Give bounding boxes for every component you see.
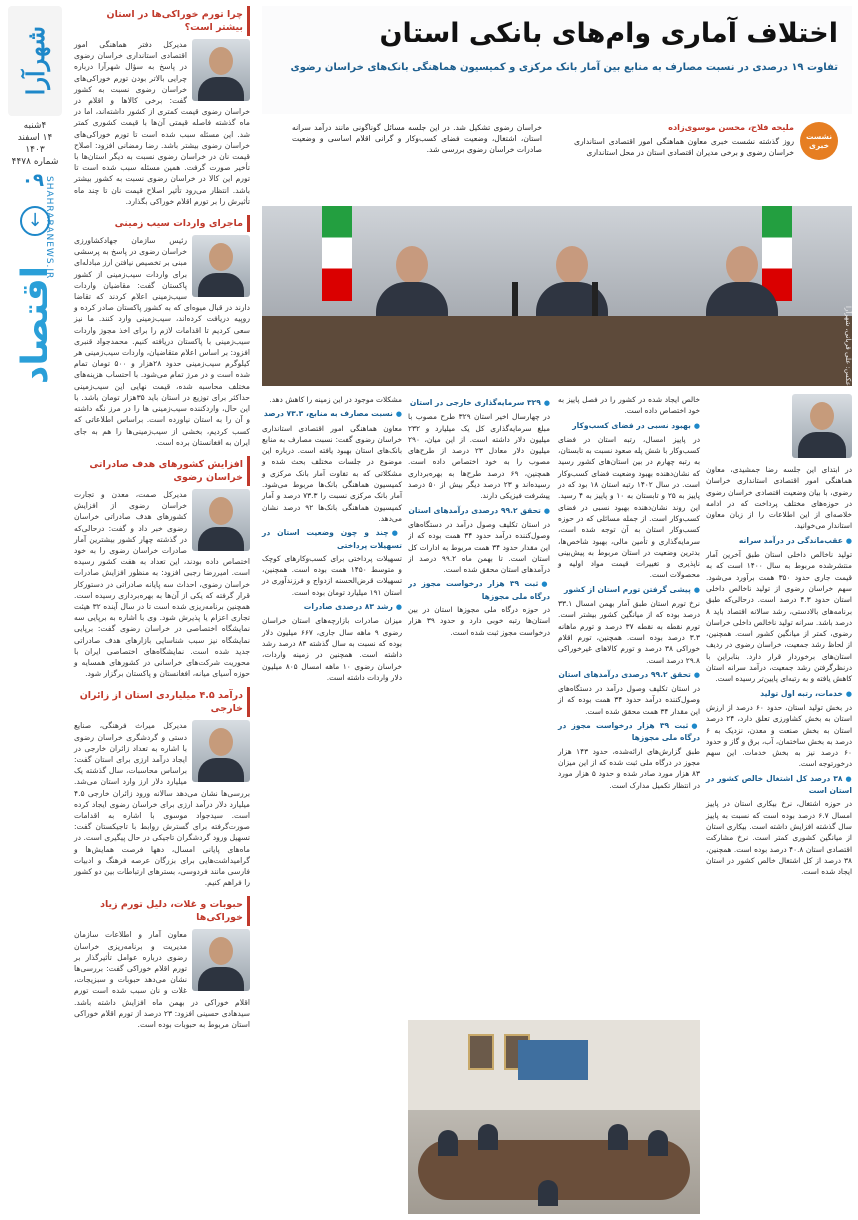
- conference-table: [262, 316, 852, 386]
- column-text: نرخ تورم استان طبق آمار بهمن امسال ۳۳.۱ درصد بوده که از میانگین کشور بیشتر است. تورم نقطه به نقطه ۳۷ درصد و تورم ماهانه ۳.۳ درصد بوده است. همچنین، تورم اقلام خوراکی ۳۸ درصد و تورم کالاهای غیرخوراکی ۲۹.۸ درصد است.: [558, 599, 700, 665]
- person: [538, 1180, 558, 1206]
- column-text: در بخش تولید استان، حدود ۶۰ درصد از ارزش استان به بخش کشاورزی تعلق دارد، ۲۴ درصد استان به بخش صنعت و معدن، نزدیک به ۶ درصد به بخش ساختمان، آب، برق و گاز و حدود ۶۰ درصد نیز به بخش خدمات. این سهم درخورتوجه است.: [706, 702, 852, 769]
- column-text: در استان تکلیف وصول درآمد در دستگاه‌های وصول‌کننده درآمد حدود ۳۴ همت بوده که از این مقدار حدود ۳۴ همت مربوط به ادارات کل استان است. تا بهمن ماه ۹۹.۲ درصد از درآمدهای استان محقق شده است.: [408, 519, 550, 575]
- portrait-photo: [792, 394, 852, 458]
- masthead: [0, 0, 70, 1220]
- lead-text-a: روز گذشته نشست خبری معاون هماهنگی امور اقتصادی استانداری خراسان رضوی و برخی مدیران اقتصادی استان در محل استانداری: [574, 137, 794, 157]
- issue-date: [10, 120, 60, 168]
- column-text: میزان صادرات بازارچه‌های استان خراسان رضوی ۹ ماهه سال جاری، ۶۶۷ میلیون دلار بوده که نسبت به سال گذشته ۸۳ درصد رشد داشته است. همچنین در زمینه واردات، خراسان رضوی ۱۰ ماهه امسال ۸۰۵ میلیون دلار واردات داشته است.: [262, 616, 403, 682]
- column-subhead: ● ۳۲۹ سرمایه‌گذاری خارجی در استان: [408, 397, 550, 409]
- meeting-room-photo: [408, 1020, 700, 1214]
- column-text: مشکلات موجود در این زمینه را کاهش دهد.: [269, 395, 402, 404]
- column-subhead: ● ثبت ۳۹ هزار درخواست مجوز در درگاه ملی مجوزها: [558, 720, 700, 744]
- microphone-icon: [592, 282, 598, 316]
- column-text: در ابتدای این جلسه رضا جمشیدی، معاون هماهنگی امور اقتصادی استانداری خراسان رضوی، با بیان وضعیت اقتصادی خراسان رضوی در حوزه‌های مختلف پرداخت که در ادامه خلاصه‌ای از این اطلاعات را از زبان معاون استاندار می‌خوانید.: [706, 465, 852, 531]
- brief-pilgrim-income: [74, 687, 250, 888]
- inset-portrait: [706, 394, 852, 460]
- column-2: [558, 394, 700, 793]
- column-3: [408, 394, 550, 1014]
- portrait-frame: [468, 1034, 494, 1070]
- column-4: [262, 394, 402, 685]
- column-subhead: ● ۳۸ درصد کل اشتغال خالص کشور در استان است: [706, 773, 852, 797]
- brief-title: چرا تورم خوراکی‌ها در استان بیشتر است؟: [74, 6, 250, 36]
- column-subhead: ● پیشی گرفتن تورم استان از کشور: [558, 584, 700, 596]
- meeting-photo: [262, 206, 852, 386]
- side-briefs: [74, 6, 250, 1216]
- column-text: در پاییز امسال، رتبه استان در فضای کسب‌وکار با شش پله صعود نسبت به تابستان، به رتبه چهارم در بین استان‌های کشور رسید که نشان‌دهنده بهبود وضعیت فضای کسب‌وکار است. در سال ۱۴۰۲ رتبه استان ۱۸ بود که در پاییز به ۲۵ و تابستان به ۱۰ و پاییز به ۴ رسید. این روند نشان‌دهنده بهبود نسبی در فضای کسب‌وکار است. از جمله مسائلی که در حوزه کسب‌وکار استان به آن توجه شده است، سرمایه‌گذاری و تأمین مالی، بهبود شاخص‌ها، بدترین وضعیت در استان مربوط به پیش‌بینی ناپذیری و تغییرات قیمت مواد اولیه و محصولات است.: [558, 434, 700, 580]
- brief-title: ماجرای واردات سیب زمینی: [74, 215, 250, 232]
- brief-text: رئیس سازمان جهادکشاورزی خراسان رضوی در پاسخ به پرسشی مبنی بر تخصیص نیافتن ارز مبادله‌ای برای واردات سیب‌زمینی از کشور پاکستان گفت: مقاضیان واردات سیب‌زمینی اعلام کردند که تقاضا دارند در قبال میوه‌ای که به کشور پاکستان صادر کرده و روپیه دریافت کرده‌اند، سیب‌زمینی وارد کنند. ما نیز سعی کردیم تا اقدامات لازم را برای اخذ مجوز واردات سیب‌زمینی با پاکستان دریافته کنیم. محمدجواد قنبری افزود: بر اساس اعلام متقاضیان، واردات سیب‌زمینی هر کیلوگرم سیب‌زمینی حدود ۲۸هزار و ۵۰۰ تومان تمام شده است و در مرز تمام می‌شود. با احتساب هزینه‌های مختلف محاسبه شده، قیمت نهایی این سیب‌زمینی حداکثر برای توزیع در استان باید ۳۵هزار تومان باشد. با این حال، واردکننده سیب‌زمینی ها را در مرز نگه داشته و آن را به استان نیاورده است. براساس اطلاعاتی که کسب کردیم، بخشی از سیب‌زمینی‌ها را هم به جای ایران به افغانستان برده است.: [74, 236, 250, 447]
- column-text: در استان تکلیف وصول درآمد در دستگاه‌های وصول‌کننده درآمد حدود ۳۴ همت بوده که از این مقدار ۳۴ همت محقق شده است.: [558, 684, 701, 716]
- brief-text: مدیرکل میراث فرهنگی، صنایع دستی و گردشگری خراسان رضوی با اشاره به تعداد زائران خارجی در ایجاد درآمد ارزی برای استان گفت: براساس محاسبات، سال گذشته یک میلیارد دلار ارز وارد استان می‌شد. بررسی‌ها نشان می‌دهد سالانه ورود زائران خارجی ۴.۵ میلیارد دلار درآمد ارزی برای خراسان رضوی ایجاد کرده است. سیدجواد موسوی با اشاره به اقدامات صورت‌گرفته برای گسترش روابط با تاجیکستان گفت: تسهیل ورود گردشگران تاجیکی در حال پیگیری است. در ماه‌های پایانی امسال، دهها فرصت همایش‌ها و گرامیداشت‌هایی برای بزرگان عرصه فرهنگ و ادبیات فارسی مانند فردوسی، بسترهای ارتباطات بین دو کشور را فراهم کنیم.: [74, 721, 250, 888]
- brief-export-countries: [74, 456, 250, 679]
- lead-story: [262, 6, 852, 386]
- display-screen: [518, 1040, 588, 1080]
- person: [648, 1130, 668, 1156]
- column-subhead: ● چند و چون وضعیت استان در تسهیلات پرداختی: [262, 527, 402, 551]
- brief-title: درآمد ۴.۵ میلیاردی استان از زائران خارجی: [74, 687, 250, 717]
- section-title: اقتصاد: [14, 265, 56, 385]
- person: [478, 1124, 498, 1150]
- website-url[interactable]: SHAHRARANEWS.IR: [44, 176, 54, 280]
- person: [438, 1130, 458, 1156]
- brief-food-inflation: [74, 6, 250, 207]
- issue-number: شماره ۴۴۷۸: [11, 157, 59, 167]
- microphone-icon: [512, 282, 518, 316]
- lead-text-b: خراسان رضوی تشکیل شد. در این جلسه مسائل گوناگونی مانند درآمد سرانه استان، اشتغال، وضعیت فضای کسب‌وکار و گرانی اقلام اساسی و وضعیت صادرات خراسان رضوی بررسی شد.: [292, 123, 542, 154]
- column-text: خالص ایجاد شده در کشور را در فصل پاییز به خود اختصاص داده است.: [558, 395, 700, 416]
- brief-text: مدیرکل صمت، معدن و تجارت خراسان رضوی از افزایش کشورهای هدف صادراتی خراسان رضوی خبر داد و گفت: درحالی‌که در گذشته چهار کشور بیشترین آمار صادرات خراسان رضوی را به خود اختصاص داده بودند، این تعداد به هفت کشور رسیده است. امیررضا رجبی افزود: به منظور افزایش صادرات خراسان رضوی، احداث سه پایانه صادراتی در دستورکار قرار گرفته که یکی از آن‌ها به بهره‌برداری رسیده است. همچنین برنامه‌ریزی شده است تا در سال آینده ۳۲ هیئت تجاری اعزام یا پذیرش شود. وی با اشاره به برپایی سه نمایشگاه اختصاصی در خراسان رضوی گفت: برپایی نمایشگاه نیز سبب شناسایی بازارهای هدف صادراتی جدید شده است. نمایشگاه‌های اختصاصی ایران با محوریت شرکت‌های خراسانی در کشورهای همسایه و حوزه آسیای میانه، افغانستان و پاکستان برگزار شود.: [74, 489, 250, 679]
- portrait-photo: [192, 720, 250, 782]
- headline: اختلاف آماری وام‌های بانکی استان: [379, 18, 838, 49]
- portrait-photo: [192, 39, 250, 101]
- column-subhead: ● خدمات، رتبه اول تولید: [706, 688, 852, 700]
- column-text: تولید ناخالص داخلی استان طبق آخرین آمار منتشرشده مربوط به سال ۱۴۰۰ است که به قیمت جاری حدود ۳۵۰ همت برآورد می‌شود. سهم خراسان رضوی از تولید ناخالص داخلی استان حدود ۴.۳ درصد است. درحالی‌که طبق برنامه‌های بالادستی، رشد سالانه اقتصاد باید ۸ درصد باشد. سرانه تولید ناخالص داخلی خراسان رضوی، کمتر از میانگین کشور است. همچنین، از لحاظ رشد جمعیت، خراسان رضوی در ردیف استان‌های برخوردار قرار دارد. بنابراین با درنظرگرفتن رشد جمعیت، درآمد سرانه استان کاهش یافته و به رتبه‌ای پایین‌تر رسیده است.: [706, 550, 852, 684]
- column-text: معاون هماهنگی امور اقتصادی استانداری خراسان رضوی گفت: نسبت مصارف به منابع بانک‌های استان بهبود یافته است. درباره این موضوع در جلسات مختلف بحث شده و مشکلاتی که به تفاوت آمار بانک مرکزی و کمیسیون هماهنگی بانک‌ها مربوط می‌شود. آمار بانک مرکزی نسبت را ۷۳.۳ درصد و آمار کمیسیون هماهنگی بانک‌ها ۹۲ درصد نشان می‌دهد.: [262, 423, 402, 523]
- column-subhead: ● رشد ۸۳ درصدی صادرات: [262, 601, 402, 613]
- column-text: طبق گزارش‌های ارائه‌شده، حدود ۱۴۳ هزار مجوز در درگاه ملی ثبت شده که از این میزان ۸۳ هزار مورد صادر شده و حدود ۵ هزار مورد در انتظار تکمیل مدارک است.: [558, 746, 700, 790]
- brief-text: مدیرکل دفتر هماهنگی امور اقتصادی استانداری خراسان رضوی در پاسخ به سؤال شهرآرا درباره چرایی بالاتر بودن تورم خوراکی‌های خراسان رضوی نسبت به کشور گفت: برخی کالاها و اقلام در خراسان رضوی قیمت کمتری از کشور داشته‌اند، اما در ماه گذشته فاصله قیمتی آن‌ها با قیمت کشوری کمتر شد. این مسئله سبب شده است تا تورم خوراکی‌های خراسان رضوی بیشتر باشد. رضا رمضانی افزود: اصلاح قیمت نان در خراسان رضوی نسبت به دیگر استان‌ها با تأخیر صورت گرفت. همین مسئله سبب شده است تا تورم این کالا در خراسان رضوی نسبت به کشور بیشتر باشد. انتظار می‌رود تأثیر اصلاح قیمت نان تا چند ماه تأثیرش را بر تورم اقلام خوراکی بگذارد.: [74, 40, 250, 206]
- page-number: ۰۹: [22, 170, 44, 191]
- column-1: [706, 394, 852, 879]
- brief-text: معاون آمار و اطلاعات سازمان مدیریت و برنامه‌ریزی خراسان رضوی درباره عوامل تأثیرگذار بر تورم اقلام خوراکی گفت: بررسی‌ها نشان می‌دهد حبوبات و سبزیجات، غلات و نان سبب شده است تورم اقلام خوراکی در بهمن ماه افزایش داشته باشد. سیدهادی حسینی افزود: ۲۳ درصد از تورم اقلام خوراکی استان مربوط به حبوبات بوده است.: [74, 930, 250, 1030]
- column-text: در حوزه اشتغال، نرخ بیکاری استان در پاییز امسال ۶.۷ درصد بوده است که نسبت به پاییز سال گذشته افزایش داشته است. بیکاری استان از میانگین کشوری کمتر است. نرخ مشارکت اقتصادی استان ۴۰.۸ درصد بوده است. همچنین، ۳۸ درصد از کل اشتغال خالص کشور در استان ایجاد شده است.: [706, 799, 852, 877]
- portrait-photo: [192, 235, 250, 297]
- brief-title: حبوبات و غلات، دلیل تورم زیاد خوراکی‌ها: [74, 896, 250, 926]
- person: [608, 1124, 628, 1150]
- headline-panel: [262, 6, 852, 114]
- column-subhead: ● تحقق ۹۹.۲ درصدی درآمدهای استان: [408, 505, 550, 517]
- newspaper-logo: شهرآرا: [8, 6, 62, 116]
- arrow-down-icon: ↓: [20, 206, 50, 236]
- issue-date-line: ۱۴ اسفند ۱۴۰۳: [17, 133, 53, 155]
- column-subhead: ● ثبت ۳۹ هزار درخواست مجوز در درگاه ملی مجوزها: [408, 578, 550, 602]
- flag-icon: [322, 206, 352, 301]
- brief-grains-inflation: [74, 896, 250, 1030]
- brief-title: افزایش کشورهای هدف صادراتی خراسان رضوی: [74, 456, 250, 486]
- lead-paragraph: [262, 114, 852, 206]
- column-text: تسهیلات پرداختی برای کسب‌وکارهای کوچک و متوسط ۱۴۵۰ همت بوده است. همچنین، تسهیلات قرض‌الحسنه ازدواج و فرزندآوری در استان ۱۹۱ میلیارد تومان بوده است.: [262, 553, 402, 597]
- portrait-photo: [192, 489, 250, 551]
- subheadline: تفاوت ۱۹ درصدی در نسبت مصارف به منابع بین آمار بانک مرکزی و کمیسیون هماهنگی بانک‌های خراسان رضوی: [290, 62, 838, 73]
- column-subhead: ● نسبت مصارف به منابع، ۷۳.۳ درصد: [262, 408, 402, 420]
- issue-day: ۴شنبه: [23, 121, 47, 131]
- brief-potato-import: [74, 215, 250, 448]
- column-subhead: ● بهبود نسبی در فضای کسب‌وکار: [558, 420, 700, 432]
- column-subhead: ● عقب‌ماندگی در درآمد سرانه: [706, 535, 852, 547]
- press-conference-badge: نشست خبری: [800, 122, 838, 160]
- column-text: در حوزه درگاه ملی مجوزها استان در بین استان‌ها رتبه خوبی دارد و حدود ۳۹ هزار درخواست مجوز ثبت شده است.: [408, 605, 550, 637]
- column-subhead: ● تحقق ۹۹.۲ درصدی درآمدهای استان: [558, 669, 700, 681]
- portrait-photo: [192, 929, 250, 991]
- byline: ملیحه فلاح، محسن موسوی‌زاده: [668, 122, 794, 132]
- photo-credit: عکس: علی قربانی، شهرآرا: [844, 306, 852, 386]
- column-text: در چهارسال اخیر استان ۳۲۹ طرح مصوب با مبلغ سرمایه‌گذاری کل یک میلیارد و ۲۳۲ میلیون دلار داشته است. از این میان، ۲۹۰ میلیون دلار معادل ۲۳ درصد از طرح‌های مصوب را به خود اختصاص داده است. همچنین، ۶۹ درصد طرح‌ها به بهره‌برداری رسیده‌اند و ۲۳ درصد دیگر بیش از ۵۰ درصد پیشرفت فیزیکی دارند.: [408, 412, 550, 501]
